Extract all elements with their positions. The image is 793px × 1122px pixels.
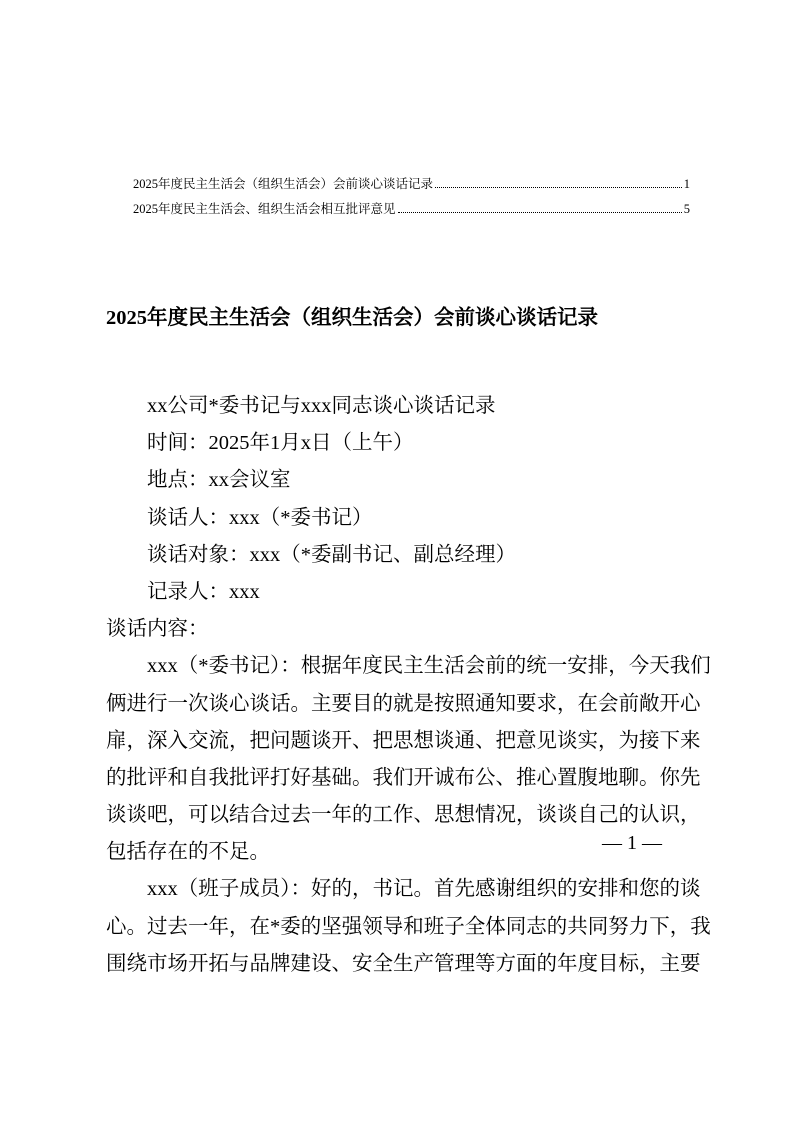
toc-entry-page: 1	[683, 177, 690, 191]
paragraph-line: xxx（班子成员）：好的，书记。首先感谢组织的安排和您的谈	[147, 878, 701, 901]
paragraph-line: 的批评和自我批评打好基础。我们开诚布公、推心置腹地聊。你先	[106, 766, 701, 789]
paragraph-line: 围绕市场开拓与品牌建设、安全生产管理等方面的年度目标，主要	[106, 952, 701, 975]
table-of-contents	[133, 174, 690, 224]
toc-entry-title[interactable]: 2025年度民主生活会（组织生活会）会前谈心谈话记录	[133, 177, 434, 191]
page-number: — 1 —	[602, 832, 662, 854]
paragraph	[106, 871, 711, 983]
paragraph-line: 包括存在的不足。	[106, 841, 270, 864]
document-body	[106, 388, 711, 983]
toc-leader-dots	[435, 187, 682, 188]
toc-leader-dots	[398, 212, 682, 213]
meta-line: 地点：xx会议室	[147, 469, 291, 492]
content-label: 谈话内容：	[106, 618, 209, 641]
toc-entry[interactable]	[133, 199, 690, 224]
document-heading: 2025年度民主生活会（组织生活会）会前谈心谈话记录	[106, 307, 598, 329]
paragraph-line: 扉，深入交流，把问题谈开、把思想谈通、把意见谈实，为接下来	[106, 729, 701, 752]
toc-entry[interactable]	[133, 174, 690, 199]
meta-line: 时间：2025年1月x日（上午）	[147, 432, 414, 455]
meta-line: xx公司*委书记与xxx同志谈心谈话记录	[147, 395, 496, 417]
toc-entry-page: 5	[683, 202, 690, 216]
paragraph-line: 俩进行一次谈心谈话。主要目的就是按照通知要求，在会前敞开心	[106, 692, 701, 715]
meta-line: 谈话对象：xxx（*委副书记、副总经理）	[147, 543, 516, 566]
paragraph-line: xxx（*委书记）：根据年度民主生活会前的统一安排，今天我们	[147, 655, 711, 678]
meta-line: 记录人：xxx	[147, 580, 260, 603]
paragraph-line: 谈谈吧，可以结合过去一年的工作、思想情况，谈谈自己的认识，	[106, 804, 701, 827]
paragraph	[106, 648, 711, 871]
toc-entry-title[interactable]: 2025年度民主生活会、组织生活会相互批评意见	[133, 202, 396, 216]
meta-line: 谈话人：xxx（*委书记）	[147, 506, 373, 529]
paragraph-line: 心。过去一年，在*委的坚强领导和班子全体同志的共同努力下，我	[106, 915, 711, 938]
